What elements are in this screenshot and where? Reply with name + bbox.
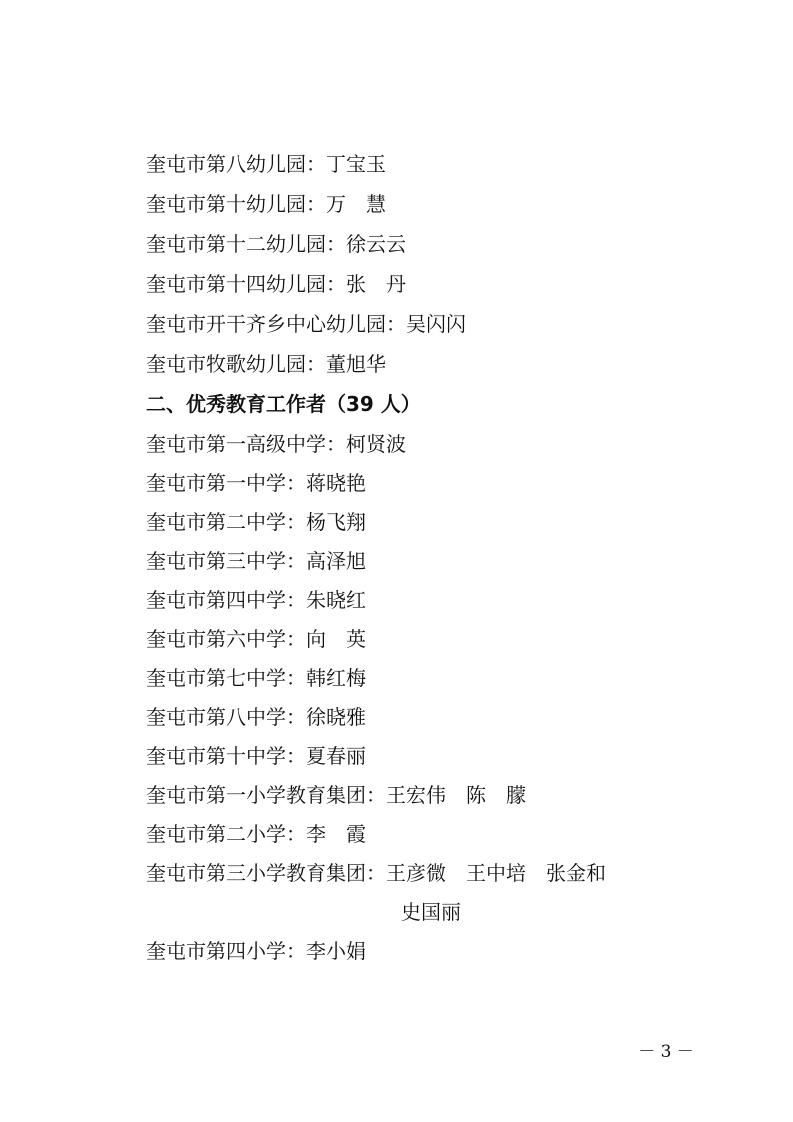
list-line-middle-school-8: 奎屯市第八中学：徐晓雅 [146, 705, 366, 729]
section-heading: 二、优秀教育工作者（39 人） [146, 392, 421, 416]
list-line-middle-school-1: 奎屯市第一中学：蒋晓艳 [146, 471, 366, 495]
list-line-kindergarten-8: 奎屯市第八幼儿园：丁宝玉 [146, 152, 386, 176]
list-line-middle-school-7: 奎屯市第七中学：韩红梅 [146, 666, 366, 690]
list-line-kaiganqi-kindergarten: 奎屯市开干齐乡中心幼儿园：吴闪闪 [146, 312, 466, 336]
list-line-kindergarten-14: 奎屯市第十四幼儿园：张 丹 [146, 272, 406, 296]
list-line-primary-group-3: 奎屯市第三小学教育集团：王彦微 王中培 张金和 [146, 861, 606, 885]
list-line-middle-school-6: 奎屯市第六中学：向 英 [146, 627, 366, 651]
list-line-primary-group-1: 奎屯市第一小学教育集团：王宏伟 陈 朦 [146, 783, 526, 807]
page-number: － 3 － [638, 1042, 694, 1062]
list-line-middle-school-4: 奎屯市第四中学：朱晓红 [146, 588, 366, 612]
list-line-primary-group-3-continued: 史国丽 [401, 900, 461, 924]
list-line-primary-school-4: 奎屯市第四小学：李小娟 [146, 939, 366, 963]
list-line-primary-school-2: 奎屯市第二小学：李 霞 [146, 822, 366, 846]
list-line-kindergarten-12: 奎屯市第十二幼儿园：徐云云 [146, 232, 406, 256]
list-line-middle-school-2: 奎屯市第二中学：杨飞翔 [146, 510, 366, 534]
list-line-middle-school-3: 奎屯市第三中学：高泽旭 [146, 549, 366, 573]
list-line-kindergarten-10: 奎屯市第十幼儿园：万 慧 [146, 192, 386, 216]
list-line-muge-kindergarten: 奎屯市牧歌幼儿园：董旭华 [146, 352, 386, 376]
list-line-middle-school-10: 奎屯市第十中学：夏春丽 [146, 744, 366, 768]
list-line-high-school-1: 奎屯市第一高级中学：柯贤波 [146, 432, 406, 456]
